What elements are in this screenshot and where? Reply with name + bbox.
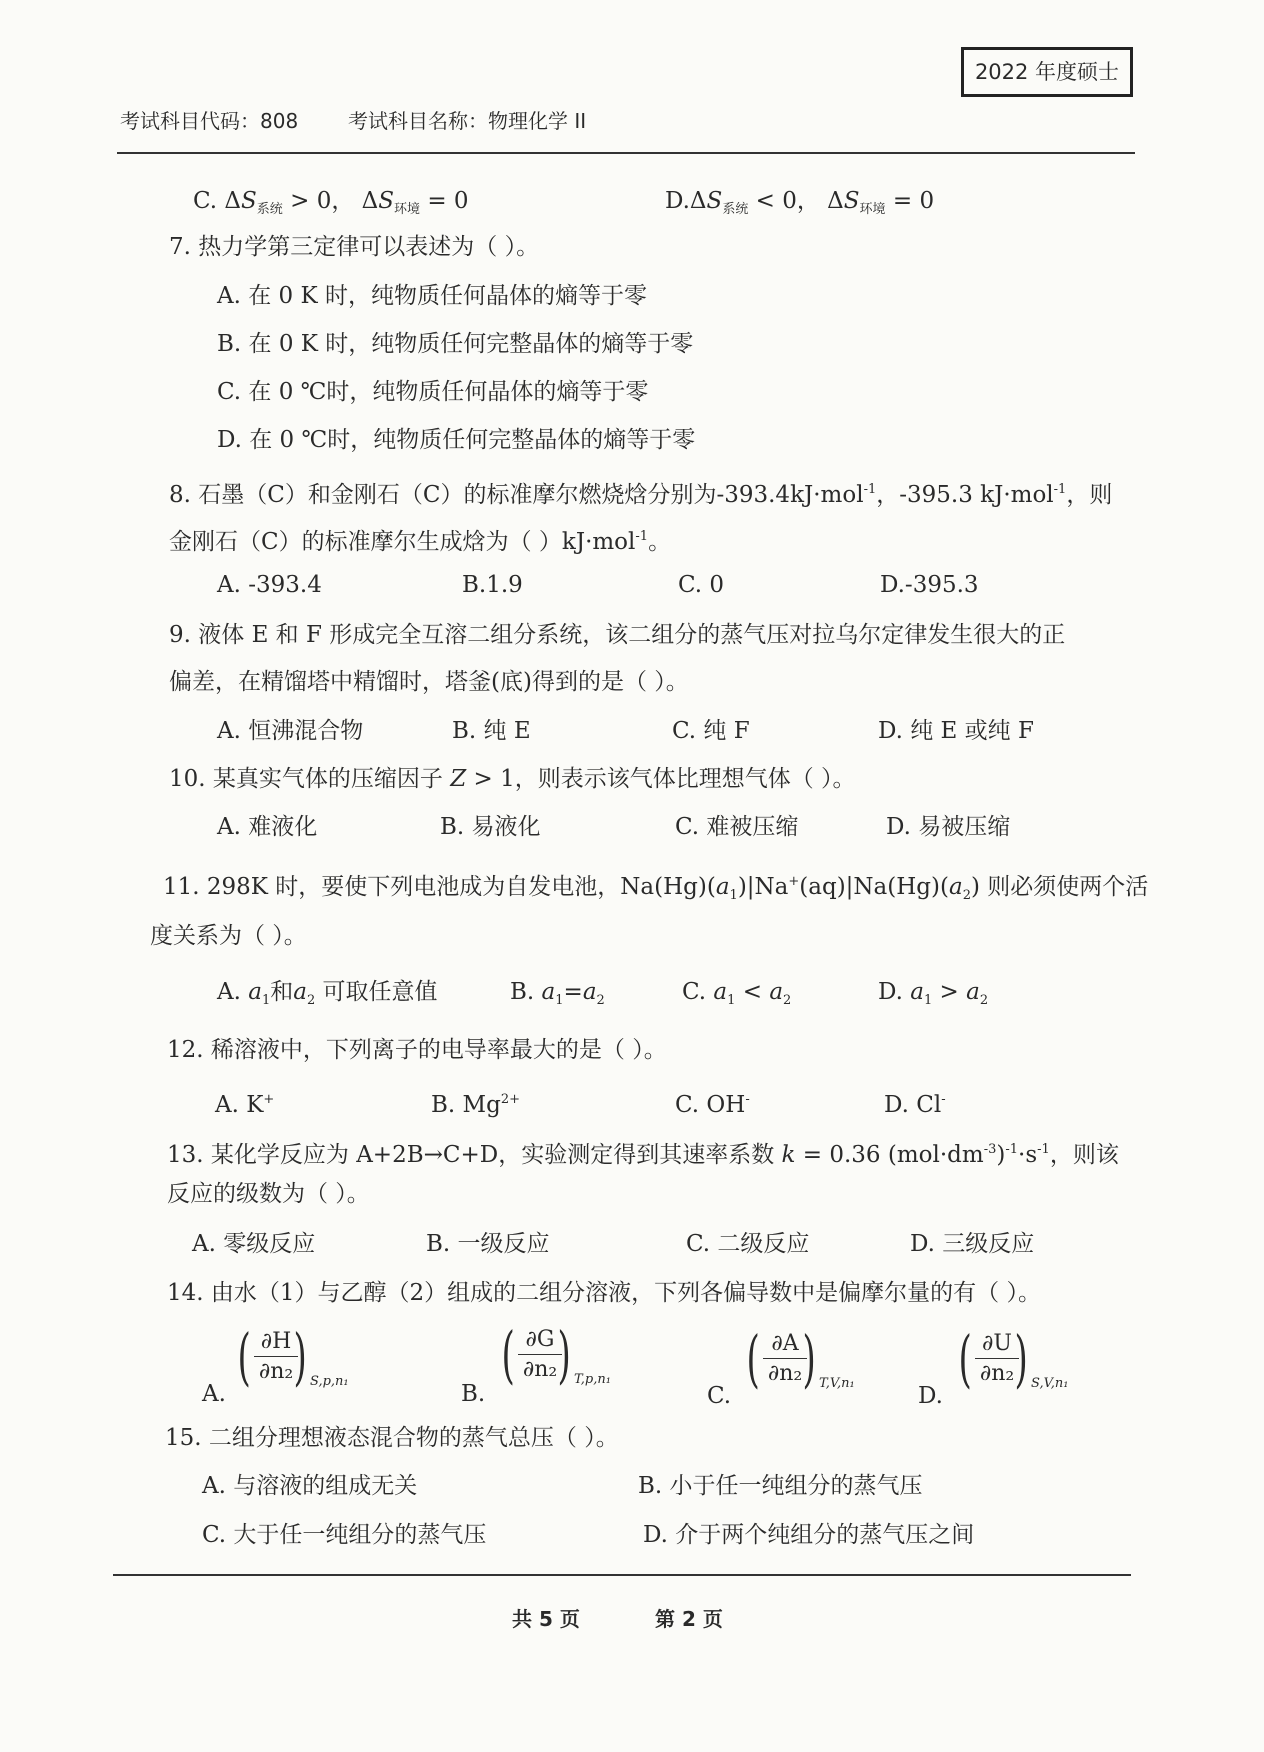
q12-option-b: B. $Mg^{2+}$ bbox=[431, 1092, 520, 1118]
q14-option-a-label: A. bbox=[202, 1381, 226, 1407]
q13-option-a: A. 零级反应 bbox=[192, 1231, 316, 1257]
q10-option-a: A. 难液化 bbox=[217, 814, 318, 840]
q8-stem-line2: 金刚石（C）的标准摩尔生成焓为（ ）kJ·mol$^{-1}$。 bbox=[169, 529, 672, 555]
q14-stem: 14. 由水（1）与乙醇（2）组成的二组分溶液，下列各偏导数中是偏摩尔量的有（ ）。 bbox=[167, 1280, 1041, 1306]
q7-option-b: B. 在 0 K 时，纯物质任何完整晶体的熵等于零 bbox=[217, 331, 694, 357]
q7-option-d: D. 在 0 ℃时，纯物质任何完整晶体的熵等于零 bbox=[217, 427, 696, 453]
header-rule bbox=[117, 152, 1135, 154]
page-number: 第 2 页 bbox=[655, 1607, 723, 1631]
q8-option-a: A. -393.4 bbox=[217, 572, 322, 598]
q14-option-c-label: C. bbox=[707, 1383, 732, 1409]
footer-rule bbox=[113, 1574, 1131, 1576]
q12-option-d: D. Cl- bbox=[884, 1092, 946, 1118]
q10-option-b: B. 易液化 bbox=[440, 814, 541, 840]
q6-option-c: C. $\Delta S_{系统} > 0$， $\Delta S_{环境} = 0$ bbox=[193, 188, 469, 217]
q9-option-d: D. 纯 E 或纯 F bbox=[878, 718, 1034, 744]
q11-stem-line1: 11. 298K 时，要使下列电池成为自发电池，$Na(Hg)(a_1)|Na^+(aq)|Na(Hg)(a_2)$ 则必须使两个活 bbox=[163, 874, 1149, 903]
q12-option-c: C. OH- bbox=[675, 1092, 750, 1118]
q13-stem-line1: 13. 某化学反应为 A+2B→C+D，实验测定得到其速率系数 k = 0.36 $(mol\cdot dm^{-3})^{-1}\cdot s^{-1}$，则该 bbox=[167, 1142, 1119, 1168]
q7-option-a: A. 在 0 K 时，纯物质任何晶体的熵等于零 bbox=[217, 283, 647, 309]
q15-option-b: B. 小于任一纯组分的蒸气压 bbox=[638, 1473, 923, 1499]
q12-option-a: A. K+ bbox=[215, 1092, 275, 1118]
q13-option-b: B. 一级反应 bbox=[426, 1231, 550, 1257]
q10-option-d: D. 易被压缩 bbox=[886, 814, 1011, 840]
q8-option-d: D.-395.3 bbox=[880, 572, 979, 598]
q11-option-b: B. $a_1=a_2$ bbox=[510, 979, 605, 1008]
q14-option-b-label: B. bbox=[461, 1381, 486, 1407]
q7-stem: 7. 热力学第三定律可以表述为（ ）。 bbox=[169, 234, 540, 260]
q6-option-d: $D.\Delta S_{系统} < 0$， $\Delta S_{环境} = 0$ bbox=[665, 188, 935, 217]
q15-stem: 15. 二组分理想液态混合物的蒸气总压（ ）。 bbox=[165, 1425, 619, 1451]
q8-option-b: B.1.9 bbox=[462, 572, 523, 598]
q10-stem: 10. 某真实气体的压缩因子 Z > 1，则表示该气体比理想气体（ ）。 bbox=[169, 766, 856, 792]
q11-option-c: C. $a_1 < a_2$ bbox=[682, 979, 792, 1008]
q13-stem-line2: 反应的级数为（ ）。 bbox=[167, 1181, 370, 1207]
q9-option-c: C. 纯 F bbox=[672, 718, 750, 744]
subject-name: 考试科目名称：物理化学 II bbox=[348, 109, 587, 133]
q12-stem: 12. 稀溶液中，下列离子的电导率最大的是（ ）。 bbox=[167, 1037, 667, 1063]
q11-option-a: A. $a_1$和$a_2$ 可取任意值 bbox=[217, 979, 438, 1008]
subject-code: 考试科目代码：808 bbox=[120, 109, 299, 133]
q13-option-d: D. 三级反应 bbox=[910, 1231, 1035, 1257]
q11-stem-line2: 度关系为（ ）。 bbox=[150, 923, 307, 949]
q13-option-c: C. 二级反应 bbox=[686, 1231, 810, 1257]
q9-option-b: B. 纯 E bbox=[452, 718, 531, 744]
q10-option-c: C. 难被压缩 bbox=[675, 814, 799, 840]
year-box: 2022 年度硕士 bbox=[961, 47, 1133, 97]
q9-stem-line1: 9. 液体 E 和 F 形成完全互溶二组分系统，该二组分的蒸气压对拉乌尔定律发生很大的正 bbox=[169, 622, 1066, 648]
q11-option-d: D. $a_1 > a_2$ bbox=[878, 979, 989, 1008]
q14-option-d-label: D. bbox=[918, 1383, 943, 1409]
q7-option-c: C. 在 0 ℃时，纯物质任何晶体的熵等于零 bbox=[217, 379, 649, 405]
q8-stem-line1: 8. 石墨（C）和金刚石（C）的标准摩尔燃烧焓分别为-393.4kJ·mol$^{-1}$，-395.3 kJ·mol$^{-1}$，则 bbox=[169, 482, 1113, 508]
q8-option-c: C. 0 bbox=[678, 572, 725, 598]
q15-option-a: A. 与溶液的组成无关 bbox=[202, 1473, 418, 1499]
q9-option-a: A. 恒沸混合物 bbox=[217, 718, 364, 744]
q9-stem-line2: 偏差，在精馏塔中精馏时，塔釜(底)得到的是（ ）。 bbox=[169, 669, 689, 695]
q15-option-c: C. 大于任一纯组分的蒸气压 bbox=[202, 1522, 487, 1548]
page-total: 共 5 页 bbox=[512, 1607, 580, 1631]
q15-option-d: D. 介于两个纯组分的蒸气压之间 bbox=[643, 1522, 975, 1548]
